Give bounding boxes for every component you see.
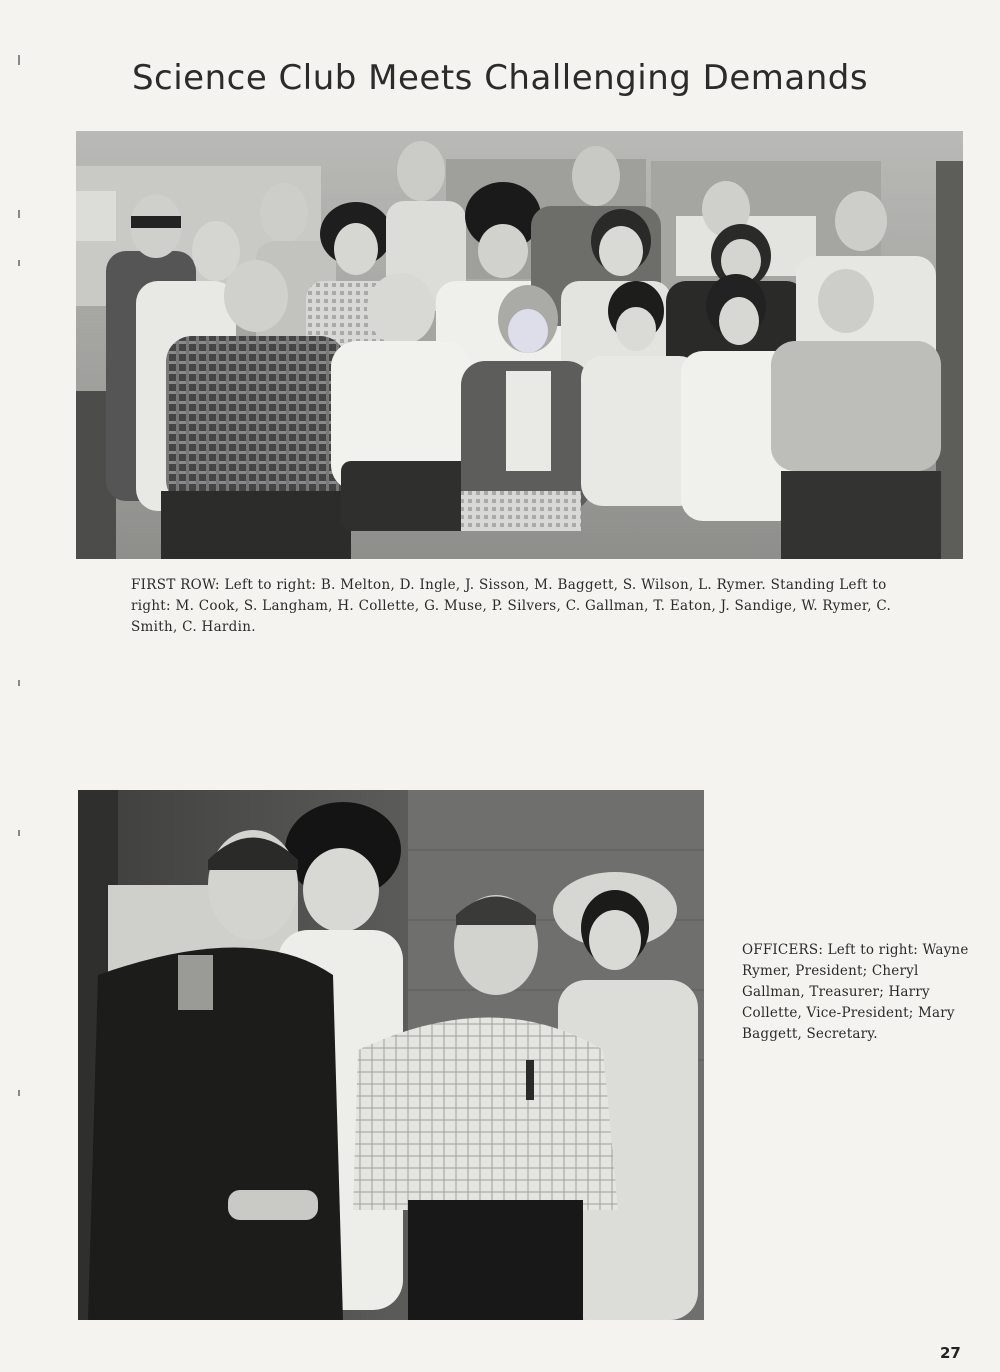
page-number: 27 (940, 1344, 961, 1362)
margin-mark (18, 1090, 20, 1096)
page-title: Science Club Meets Challenging Demands (131, 58, 869, 98)
margin-mark (18, 260, 20, 266)
margin-mark (18, 680, 20, 686)
group-photo-caption: FIRST ROW: Left to right: B. Melton, D. Ingle, J. Sisson, M. Baggett, S. Wilson, L. Rymer. Standing Left to right: M. Cook, S. Langham, H. Collette, G. Muse, P. Silvers, C. Gallman, T. Eaton, J. Sandige, W. Rymer, C. Smith, C. Hardin. (131, 577, 892, 635)
officers-photo-caption: OFFICERS: Left to right: Wayne Rymer, President; Cheryl Gallman, Treasurer; Harry Collette, Vice-President; Mary Baggett, Secretary. (742, 942, 969, 1042)
officers-photo-image (78, 790, 704, 1320)
group-photo-image (76, 131, 963, 559)
margin-mark (18, 830, 20, 836)
margin-mark (18, 210, 20, 218)
group-photo (76, 131, 963, 559)
officers-photo (78, 790, 704, 1320)
